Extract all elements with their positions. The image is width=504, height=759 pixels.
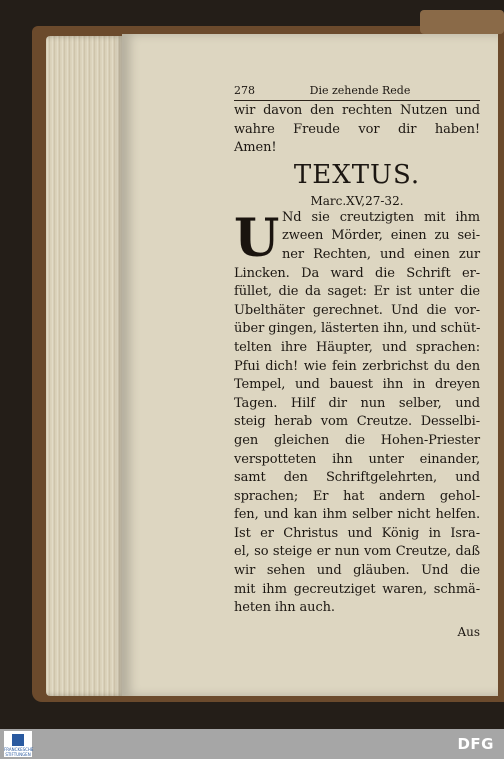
- page-text: [234, 84, 480, 640]
- intro-line: wir davon den rechten Nutzen und: [234, 103, 480, 118]
- text-line: Ubelthäter gerechnet. Und die vor-: [234, 302, 480, 318]
- drop-cap: U: [234, 207, 280, 269]
- logo-text: FRANCKESCHE STIFTUNGEN: [4, 747, 34, 757]
- text-line: zween Mörder, einen zu sei-: [282, 228, 480, 244]
- text-line: telten ihre Häupter, und sprachen:: [234, 339, 480, 355]
- text-line: el, so steige er nun vom Creutze, daß: [234, 544, 480, 560]
- section-title: TEXTUS.: [293, 159, 421, 190]
- text-line: Lincken. Da ward die Schrift er-: [234, 265, 480, 281]
- viewer-footer-bar: [0, 729, 504, 759]
- text-line: mit ihm gecreutziget waren, schmä-: [234, 581, 480, 597]
- text-line: sprachen; Er hat andern gehol-: [234, 488, 480, 504]
- text-line: Tempel, und bauest ihn in dreyen: [234, 377, 480, 393]
- text-line: gen gleichen die Hohen-Priester: [234, 432, 480, 448]
- text-line: Ist er Christus und König in Isra-: [234, 525, 480, 541]
- text-line: ner Rechten, und einen zur: [282, 246, 480, 262]
- text-line: heten ihn auch.: [234, 600, 335, 616]
- running-head: Die zehende Rede: [309, 84, 411, 97]
- drop-cap-block: [234, 207, 480, 269]
- dfg-logo[interactable]: DFG: [457, 735, 494, 753]
- institution-logo[interactable]: [4, 731, 32, 757]
- page-edges: [46, 36, 124, 696]
- intro-line: Amen!: [234, 140, 277, 156]
- text-line: füllet, die da saget: Er ist unter die: [234, 284, 480, 300]
- cover-edge: [420, 10, 504, 34]
- text-line: verspotteten ihn unter einander,: [234, 451, 480, 467]
- text-line: über gingen, lästerten ihn, und schüt-: [234, 321, 481, 337]
- text-line: samt den Schriftgelehrten, und: [234, 470, 480, 486]
- catchword: Aus: [457, 624, 480, 639]
- intro-line: wahre Freude vor dir haben!: [234, 121, 480, 137]
- page-number: 278: [234, 84, 255, 97]
- text-line: Nd sie creutzigten mit ihm: [282, 209, 480, 225]
- text-line: fen, und kan ihm selber nicht helfen.: [234, 507, 480, 523]
- logo-mark-icon: [12, 734, 24, 746]
- text-line: Tagen. Hilf dir nun selber, und: [234, 395, 480, 411]
- text-line: steig herab vom Creutze. Desselbi-: [234, 414, 480, 430]
- text-line: Pfui dich! wie fein zerbrichst du den: [234, 358, 480, 374]
- header-rule: [234, 100, 480, 101]
- text-line: wir sehen und gläuben. Und die: [234, 563, 480, 579]
- scripture-reference: Marc.XV,27-32.: [310, 193, 404, 208]
- page-header: [234, 84, 480, 98]
